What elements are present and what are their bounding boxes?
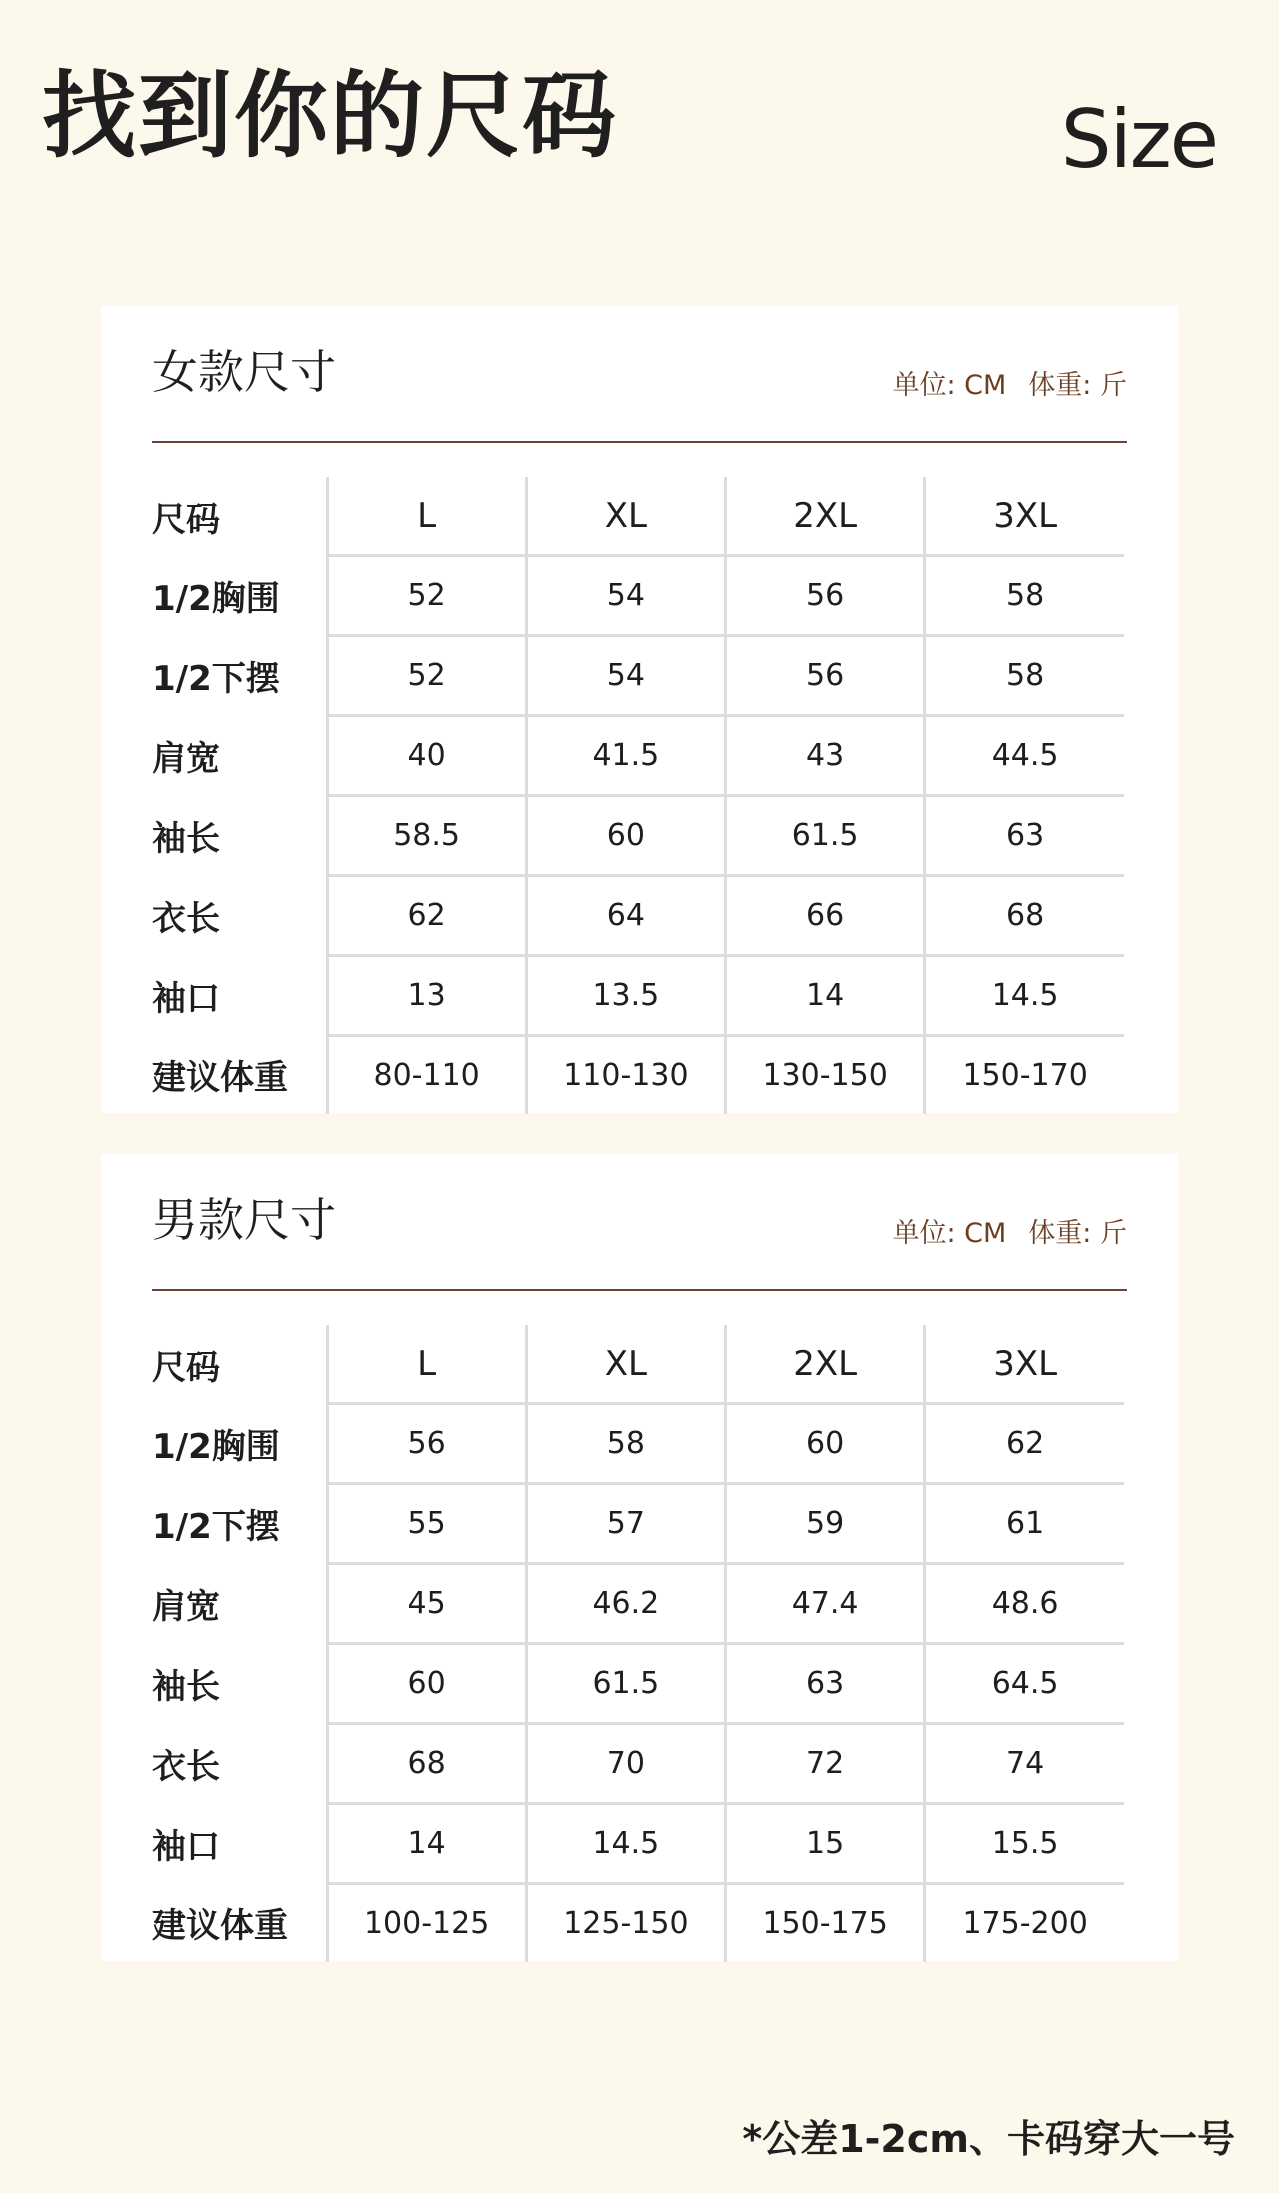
table-row [152, 1036, 1124, 1115]
table-row [152, 716, 1124, 796]
women-card-header [152, 306, 1127, 443]
table-cell: 54 [526, 636, 725, 716]
row-label: 袖口 [152, 1827, 220, 1867]
table-cell: 61.5 [726, 796, 925, 876]
table-cell: 58 [526, 1404, 725, 1484]
table-cell: 52 [327, 636, 526, 716]
table-row [152, 1484, 1124, 1564]
row-label: 1/2下摆 [152, 1507, 280, 1547]
table-cell: 68 [925, 876, 1124, 956]
table-row [152, 1564, 1124, 1644]
men-unit-label: 单位: CM [892, 1218, 1007, 1249]
row-label: 衣长 [152, 899, 220, 939]
row-label: 建议体重 [152, 1906, 288, 1947]
table-cell: 150-170 [925, 1036, 1124, 1115]
table-cell: 63 [726, 1644, 925, 1724]
table-cell: 175-200 [925, 1884, 1124, 1963]
column-header: 尺码 [152, 1347, 220, 1388]
table-cell: 54 [526, 556, 725, 636]
table-cell: 57 [526, 1484, 725, 1564]
table-cell: 64.5 [925, 1644, 1124, 1724]
tolerance-footnote: *公差1-2cm、卡码穿大一号 [742, 2117, 1235, 2161]
table-row [152, 556, 1124, 636]
table-row [152, 1804, 1124, 1884]
table-cell: 40 [327, 716, 526, 796]
page-title: 找到你的尺码 [42, 62, 619, 171]
table-header-row [152, 1325, 1124, 1404]
column-header: XL [526, 1325, 725, 1404]
table-cell: 13 [327, 956, 526, 1036]
table-cell: 68 [327, 1724, 526, 1804]
table-cell: 41.5 [526, 716, 725, 796]
table-cell: 56 [327, 1404, 526, 1484]
table-cell: 61 [925, 1484, 1124, 1564]
column-header: XL [526, 477, 725, 556]
table-cell: 56 [726, 556, 925, 636]
row-label: 衣长 [152, 1747, 220, 1787]
table-cell: 74 [925, 1724, 1124, 1804]
page-subtitle: Size [1060, 93, 1217, 186]
table-row [152, 1724, 1124, 1804]
table-cell: 70 [526, 1724, 725, 1804]
table-cell: 45 [327, 1564, 526, 1644]
table-cell: 62 [327, 876, 526, 956]
table-cell: 66 [726, 876, 925, 956]
women-unit-label: 单位: CM [892, 370, 1007, 401]
table-cell: 125-150 [526, 1884, 725, 1963]
table-cell: 58 [925, 556, 1124, 636]
column-header: 2XL [726, 1325, 925, 1404]
table-row [152, 1884, 1124, 1963]
column-header: 2XL [726, 477, 925, 556]
table-cell: 58 [925, 636, 1124, 716]
table-cell: 62 [925, 1404, 1124, 1484]
table-cell: 14.5 [526, 1804, 725, 1884]
table-cell: 13.5 [526, 956, 725, 1036]
table-header-row [152, 477, 1124, 556]
women-size-card [101, 306, 1178, 1113]
table-cell: 43 [726, 716, 925, 796]
table-cell: 15 [726, 1804, 925, 1884]
table-cell: 60 [526, 796, 725, 876]
table-cell: 150-175 [726, 1884, 925, 1963]
column-header: 尺码 [152, 499, 220, 540]
table-cell: 14.5 [925, 956, 1124, 1036]
women-card-title: 女款尺寸 [152, 345, 336, 399]
men-card-title: 男款尺寸 [152, 1193, 336, 1247]
table-row [152, 956, 1124, 1036]
table-cell: 58.5 [327, 796, 526, 876]
table-cell: 80-110 [327, 1036, 526, 1115]
table-cell: 14 [726, 956, 925, 1036]
table-cell: 130-150 [726, 1036, 925, 1115]
table-row [152, 636, 1124, 716]
table-cell: 61.5 [526, 1644, 725, 1724]
column-header: L [327, 1325, 526, 1404]
men-size-table [152, 1325, 1124, 1962]
table-cell: 72 [726, 1724, 925, 1804]
table-cell: 100-125 [327, 1884, 526, 1963]
row-label: 袖长 [152, 1667, 220, 1707]
women-weight-unit-label: 体重: 斤 [1028, 370, 1127, 401]
table-cell: 55 [327, 1484, 526, 1564]
table-cell: 48.6 [925, 1564, 1124, 1644]
table-cell: 60 [327, 1644, 526, 1724]
table-cell: 60 [726, 1404, 925, 1484]
row-label: 1/2胸围 [152, 579, 280, 619]
men-unit-note [892, 1220, 1127, 1247]
column-header: L [327, 477, 526, 556]
table-row [152, 796, 1124, 876]
table-cell: 52 [327, 556, 526, 636]
women-size-table [152, 477, 1124, 1114]
men-size-card [101, 1154, 1178, 1961]
table-row [152, 1404, 1124, 1484]
table-cell: 56 [726, 636, 925, 716]
table-cell: 46.2 [526, 1564, 725, 1644]
table-cell: 59 [726, 1484, 925, 1564]
row-label: 建议体重 [152, 1058, 288, 1099]
table-row [152, 876, 1124, 956]
table-cell: 14 [327, 1804, 526, 1884]
column-header: 3XL [925, 1325, 1124, 1404]
table-cell: 44.5 [925, 716, 1124, 796]
table-cell: 64 [526, 876, 725, 956]
table-cell: 110-130 [526, 1036, 725, 1115]
table-row [152, 1644, 1124, 1724]
men-card-header [152, 1154, 1127, 1291]
table-cell: 15.5 [925, 1804, 1124, 1884]
men-weight-unit-label: 体重: 斤 [1028, 1218, 1127, 1249]
column-header: 3XL [925, 477, 1124, 556]
table-cell: 47.4 [726, 1564, 925, 1644]
table-cell: 63 [925, 796, 1124, 876]
women-unit-note [892, 372, 1127, 399]
row-label: 袖口 [152, 979, 220, 1019]
row-label: 1/2胸围 [152, 1427, 280, 1467]
row-label: 肩宽 [152, 1587, 220, 1627]
row-label: 肩宽 [152, 739, 220, 779]
row-label: 袖长 [152, 819, 220, 859]
row-label: 1/2下摆 [152, 659, 280, 699]
